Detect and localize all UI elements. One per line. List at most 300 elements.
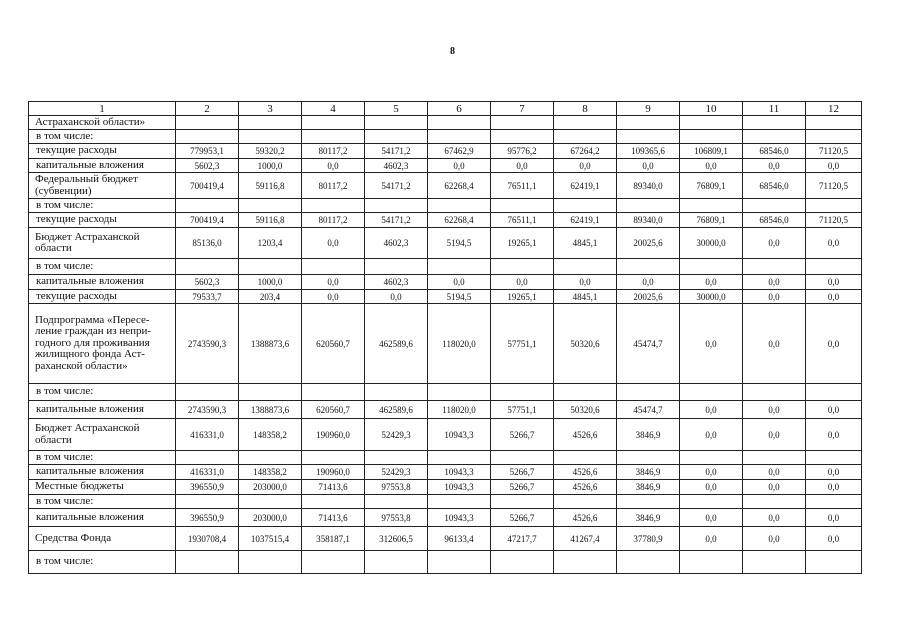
table-cell [365, 130, 428, 144]
table-cell: 0,0 [554, 159, 617, 173]
table-cell [743, 551, 806, 574]
table-row [29, 465, 862, 480]
table-cell [617, 259, 680, 275]
table-body [29, 116, 862, 574]
table-cell: 3846,9 [617, 509, 680, 527]
table-cell [491, 384, 554, 401]
table-cell [554, 384, 617, 401]
row-label: в том числе: [29, 130, 176, 144]
table-cell: 0,0 [617, 159, 680, 173]
table-cell: 0,0 [680, 159, 743, 173]
table-cell [554, 259, 617, 275]
table-cell: 0,0 [302, 290, 365, 304]
table-cell: 118020,0 [428, 304, 491, 384]
table-cell: 462589,6 [365, 304, 428, 384]
table-cell: 4602,3 [365, 228, 428, 259]
table-cell: 0,0 [743, 275, 806, 290]
table-row [29, 384, 862, 401]
table-cell: 71120,5 [806, 173, 862, 199]
table-cell [428, 116, 491, 130]
table-cell [680, 384, 743, 401]
table-cell: 71413,6 [302, 509, 365, 527]
table-cell: 0,0 [806, 480, 862, 495]
table-cell [806, 259, 862, 275]
table-cell: 5602,3 [176, 159, 239, 173]
table-cell: 96133,4 [428, 527, 491, 551]
table-cell [554, 451, 617, 465]
table-cell [743, 384, 806, 401]
column-header: 1 [29, 102, 176, 116]
table-cell [743, 451, 806, 465]
table-cell: 396550,9 [176, 480, 239, 495]
table-cell [365, 199, 428, 213]
row-label: капитальные вложения [29, 401, 176, 419]
table-cell [554, 130, 617, 144]
table-cell: 95776,2 [491, 144, 554, 159]
table-cell: 80117,2 [302, 213, 365, 228]
table-cell: 109365,6 [617, 144, 680, 159]
table-row [29, 509, 862, 527]
table-cell: 5266,7 [491, 465, 554, 480]
table-cell: 67264,2 [554, 144, 617, 159]
table-cell: 0,0 [743, 419, 806, 451]
column-header: 7 [491, 102, 554, 116]
table-cell: 0,0 [491, 275, 554, 290]
table-row [29, 173, 862, 199]
table-cell: 0,0 [806, 159, 862, 173]
table-cell [428, 495, 491, 509]
table-cell: 79533,7 [176, 290, 239, 304]
table-cell: 0,0 [806, 419, 862, 451]
table-cell: 148358,2 [239, 465, 302, 480]
table-cell: 358187,1 [302, 527, 365, 551]
table-cell [176, 384, 239, 401]
table-cell: 30000,0 [680, 290, 743, 304]
table-cell [680, 451, 743, 465]
table-cell: 0,0 [428, 159, 491, 173]
table-cell [617, 116, 680, 130]
table-cell: 20025,6 [617, 290, 680, 304]
table-cell [302, 259, 365, 275]
table-cell: 76511,1 [491, 173, 554, 199]
table-cell: 0,0 [680, 509, 743, 527]
table-cell: 10943,3 [428, 419, 491, 451]
column-header: 11 [743, 102, 806, 116]
table-cell [428, 384, 491, 401]
column-header: 12 [806, 102, 862, 116]
table-row [29, 401, 862, 419]
table-cell: 0,0 [743, 159, 806, 173]
table-cell [806, 451, 862, 465]
table-cell: 52429,3 [365, 419, 428, 451]
table-row [29, 304, 862, 384]
table-cell: 3846,9 [617, 465, 680, 480]
table-cell [806, 116, 862, 130]
table-cell [302, 130, 365, 144]
table-cell: 68546,0 [743, 173, 806, 199]
table-cell [428, 130, 491, 144]
table-cell: 4526,6 [554, 480, 617, 495]
table-cell [743, 116, 806, 130]
table-cell: 1037515,4 [239, 527, 302, 551]
table-cell: 76809,1 [680, 213, 743, 228]
table-cell [554, 199, 617, 213]
table-cell: 0,0 [302, 228, 365, 259]
table-row [29, 159, 862, 173]
table-row [29, 213, 862, 228]
table-cell: 10943,3 [428, 465, 491, 480]
table-cell: 1930708,4 [176, 527, 239, 551]
table-cell: 4526,6 [554, 419, 617, 451]
row-label: в том числе: [29, 199, 176, 213]
table-cell: 0,0 [806, 527, 862, 551]
table-cell: 5194,5 [428, 228, 491, 259]
table-cell [617, 384, 680, 401]
table-cell: 0,0 [743, 228, 806, 259]
table-cell: 0,0 [680, 527, 743, 551]
table-cell: 71120,5 [806, 144, 862, 159]
table-cell [491, 551, 554, 574]
table-row [29, 451, 862, 465]
table-cell: 1388873,6 [239, 304, 302, 384]
table-cell: 1388873,6 [239, 401, 302, 419]
table-cell [302, 495, 365, 509]
table-cell [491, 199, 554, 213]
table-cell: 41267,4 [554, 527, 617, 551]
table-cell [302, 551, 365, 574]
table-cell: 0,0 [743, 304, 806, 384]
table-cell [806, 199, 862, 213]
row-label: капитальные вложения [29, 509, 176, 527]
row-label: Бюджет Астраханской области [29, 419, 176, 451]
table-cell: 4602,3 [365, 159, 428, 173]
table-cell: 4602,3 [365, 275, 428, 290]
table-cell: 19265,1 [491, 228, 554, 259]
table-cell [806, 551, 862, 574]
table-cell: 2743590,3 [176, 304, 239, 384]
table-cell: 62419,1 [554, 173, 617, 199]
table-cell: 1203,4 [239, 228, 302, 259]
row-label: Федеральный бюджет (субвенции) [29, 173, 176, 199]
table-cell: 0,0 [806, 401, 862, 419]
table-cell [680, 259, 743, 275]
column-header: 10 [680, 102, 743, 116]
row-label: Местные бюджеты [29, 480, 176, 495]
column-header: 9 [617, 102, 680, 116]
table-cell [680, 130, 743, 144]
table-cell [239, 495, 302, 509]
table-cell [239, 259, 302, 275]
table-cell: 0,0 [806, 509, 862, 527]
table-cell: 0,0 [680, 465, 743, 480]
table-cell: 0,0 [554, 275, 617, 290]
table-cell [176, 495, 239, 509]
table-cell [176, 451, 239, 465]
table-cell [617, 551, 680, 574]
column-header: 5 [365, 102, 428, 116]
table-cell: 700419,4 [176, 213, 239, 228]
table-cell: 76511,1 [491, 213, 554, 228]
row-label: капитальные вложения [29, 465, 176, 480]
table-cell [239, 384, 302, 401]
table-row [29, 199, 862, 213]
table-cell: 68546,0 [743, 213, 806, 228]
table-cell [176, 551, 239, 574]
table-cell: 779953,1 [176, 144, 239, 159]
table-cell [176, 130, 239, 144]
table-cell: 5266,7 [491, 509, 554, 527]
table-cell [806, 384, 862, 401]
table-cell [617, 130, 680, 144]
table-cell: 190960,0 [302, 465, 365, 480]
table-cell: 62419,1 [554, 213, 617, 228]
table-row [29, 259, 862, 275]
table-cell: 0,0 [680, 401, 743, 419]
table-cell: 0,0 [680, 304, 743, 384]
table-cell: 10943,3 [428, 509, 491, 527]
table-cell [491, 259, 554, 275]
table-cell: 71413,6 [302, 480, 365, 495]
row-label: Астраханской области» [29, 116, 176, 130]
table-cell [554, 495, 617, 509]
table-cell [302, 199, 365, 213]
table-cell: 45474,7 [617, 401, 680, 419]
table-cell: 85136,0 [176, 228, 239, 259]
table-row [29, 290, 862, 304]
table-cell: 62268,4 [428, 173, 491, 199]
column-header: 6 [428, 102, 491, 116]
table-row [29, 419, 862, 451]
table-cell: 19265,1 [491, 290, 554, 304]
table-cell [365, 259, 428, 275]
table-cell [680, 199, 743, 213]
table-cell [428, 551, 491, 574]
row-label: текущие расходы [29, 213, 176, 228]
table-cell: 54171,2 [365, 173, 428, 199]
table-cell: 47217,7 [491, 527, 554, 551]
table-cell [680, 495, 743, 509]
table-cell: 80117,2 [302, 173, 365, 199]
table-cell: 0,0 [743, 480, 806, 495]
table-cell: 5602,3 [176, 275, 239, 290]
table-cell: 89340,0 [617, 213, 680, 228]
table-cell [302, 384, 365, 401]
table-cell: 0,0 [743, 465, 806, 480]
table-cell: 4526,6 [554, 465, 617, 480]
table-cell: 0,0 [680, 419, 743, 451]
table-cell [806, 130, 862, 144]
table-cell [239, 116, 302, 130]
table-cell: 0,0 [743, 401, 806, 419]
table-cell [617, 199, 680, 213]
row-label: текущие расходы [29, 144, 176, 159]
table-cell: 80117,2 [302, 144, 365, 159]
table-cell: 0,0 [491, 159, 554, 173]
table-cell: 620560,7 [302, 304, 365, 384]
table-cell: 0,0 [302, 275, 365, 290]
table-cell [239, 130, 302, 144]
table-row [29, 228, 862, 259]
table-cell: 97553,8 [365, 480, 428, 495]
row-label: в том числе: [29, 451, 176, 465]
table-cell [365, 451, 428, 465]
table-cell: 67462,9 [428, 144, 491, 159]
row-label: текущие расходы [29, 290, 176, 304]
table-cell [491, 451, 554, 465]
table-cell [239, 451, 302, 465]
table-cell: 59320,2 [239, 144, 302, 159]
table-cell: 0,0 [806, 228, 862, 259]
table-cell: 396550,9 [176, 509, 239, 527]
table-cell: 5266,7 [491, 419, 554, 451]
table-row [29, 495, 862, 509]
table-cell [176, 199, 239, 213]
row-label: капитальные вложения [29, 159, 176, 173]
table-cell [743, 130, 806, 144]
table-cell [491, 495, 554, 509]
row-label: Подпрограмма «Пересе-ление граждан из непри-годного для проживания жилищного фонда Аст-раханской области» [29, 304, 176, 384]
table-cell [617, 495, 680, 509]
table-cell: 5194,5 [428, 290, 491, 304]
table-cell [617, 451, 680, 465]
column-header: 3 [239, 102, 302, 116]
table-row [29, 527, 862, 551]
table-cell [302, 451, 365, 465]
table-cell: 20025,6 [617, 228, 680, 259]
table-cell: 190960,0 [302, 419, 365, 451]
table-cell: 312606,5 [365, 527, 428, 551]
table-cell: 30000,0 [680, 228, 743, 259]
table-cell: 59116,8 [239, 173, 302, 199]
table-cell: 0,0 [365, 290, 428, 304]
table-cell [428, 259, 491, 275]
table-cell: 1000,0 [239, 159, 302, 173]
table-cell [743, 495, 806, 509]
table-row [29, 130, 862, 144]
table-cell [239, 551, 302, 574]
table-cell: 37780,9 [617, 527, 680, 551]
row-label: Средства Фонда [29, 527, 176, 551]
table-cell [365, 495, 428, 509]
table-cell: 0,0 [806, 275, 862, 290]
table-cell: 59116,8 [239, 213, 302, 228]
table-cell: 0,0 [806, 465, 862, 480]
table-cell: 118020,0 [428, 401, 491, 419]
table-cell: 462589,6 [365, 401, 428, 419]
page-number: 8 [450, 46, 455, 57]
table-cell: 57751,1 [491, 304, 554, 384]
table-cell [743, 199, 806, 213]
table-cell [365, 116, 428, 130]
table-cell: 54171,2 [365, 144, 428, 159]
table-cell: 76809,1 [680, 173, 743, 199]
table-cell: 3846,9 [617, 419, 680, 451]
table-row [29, 480, 862, 495]
table-cell: 620560,7 [302, 401, 365, 419]
table-cell: 700419,4 [176, 173, 239, 199]
column-header: 8 [554, 102, 617, 116]
table-row [29, 551, 862, 574]
table-cell: 2743590,3 [176, 401, 239, 419]
table-cell: 4845,1 [554, 228, 617, 259]
table-cell [365, 551, 428, 574]
table-row [29, 275, 862, 290]
table-cell: 0,0 [680, 275, 743, 290]
table-cell [176, 116, 239, 130]
table-cell [554, 551, 617, 574]
table-cell: 0,0 [617, 275, 680, 290]
budget-table [28, 101, 862, 574]
row-label: Бюджет Астраханской области [29, 228, 176, 259]
table-cell: 0,0 [743, 527, 806, 551]
row-label: в том числе: [29, 551, 176, 574]
table-cell [680, 116, 743, 130]
row-label: в том числе: [29, 495, 176, 509]
table-cell: 0,0 [680, 480, 743, 495]
table-cell [491, 130, 554, 144]
row-label: капитальные вложения [29, 275, 176, 290]
table-cell [302, 116, 365, 130]
table-cell [554, 116, 617, 130]
table-cell: 0,0 [743, 509, 806, 527]
table-cell: 71120,5 [806, 213, 862, 228]
table-cell: 1000,0 [239, 275, 302, 290]
table-cell: 54171,2 [365, 213, 428, 228]
table-cell: 0,0 [743, 290, 806, 304]
table-cell: 45474,7 [617, 304, 680, 384]
table-cell [680, 551, 743, 574]
table-header-row [29, 102, 862, 116]
table-cell: 0,0 [302, 159, 365, 173]
table-cell: 203000,0 [239, 480, 302, 495]
table-cell: 5266,7 [491, 480, 554, 495]
table-cell [491, 116, 554, 130]
table-cell: 68546,0 [743, 144, 806, 159]
table-cell: 3846,9 [617, 480, 680, 495]
table-cell: 97553,8 [365, 509, 428, 527]
table-cell: 89340,0 [617, 173, 680, 199]
table-cell: 62268,4 [428, 213, 491, 228]
table-row [29, 116, 862, 130]
table-cell: 203000,0 [239, 509, 302, 527]
table-cell: 106809,1 [680, 144, 743, 159]
row-label: в том числе: [29, 259, 176, 275]
table-cell: 52429,3 [365, 465, 428, 480]
table-cell: 148358,2 [239, 419, 302, 451]
table-cell: 4526,6 [554, 509, 617, 527]
table-cell: 4845,1 [554, 290, 617, 304]
table-cell: 0,0 [806, 290, 862, 304]
table-cell [365, 384, 428, 401]
table-cell: 10943,3 [428, 480, 491, 495]
table-cell [428, 199, 491, 213]
table-row [29, 144, 862, 159]
table-cell [806, 495, 862, 509]
row-label: в том числе: [29, 384, 176, 401]
table-cell: 50320,6 [554, 401, 617, 419]
table-cell: 416331,0 [176, 419, 239, 451]
table-cell: 416331,0 [176, 465, 239, 480]
table-cell [176, 259, 239, 275]
table-cell: 57751,1 [491, 401, 554, 419]
column-header: 2 [176, 102, 239, 116]
table-cell: 0,0 [806, 304, 862, 384]
table-cell [428, 451, 491, 465]
column-header: 4 [302, 102, 365, 116]
table-cell: 50320,6 [554, 304, 617, 384]
table-cell: 0,0 [428, 275, 491, 290]
table-cell [743, 259, 806, 275]
